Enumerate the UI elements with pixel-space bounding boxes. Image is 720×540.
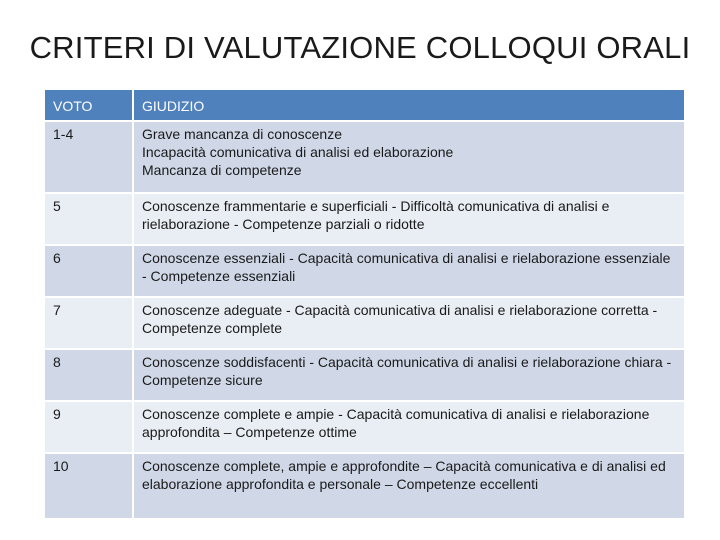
judgement-cell: Conoscenze complete e ampie - Capacità comunicativa di analisi e rielaborazione approfondita – Competenze ottime — [133, 401, 685, 453]
judgement-cell: Conoscenze adeguate - Capacità comunicativa di analisi e rielaborazione corretta - Competenze complete — [133, 297, 685, 349]
judgement-cell: Conoscenze soddisfacenti - Capacità comunicativa di analisi e rielaborazione chiara - Competenze sicure — [133, 349, 685, 401]
judgement-line: Mancanza di competenze — [142, 162, 302, 178]
table-header-row — [44, 89, 685, 121]
grade-cell: 6 — [44, 245, 133, 297]
table-row — [44, 349, 685, 401]
judgement-line: Grave mancanza di conoscenze — [142, 126, 342, 142]
page-title: CRITERI DI VALUTAZIONE COLLOQUI ORALI — [29, 30, 691, 65]
table-row — [44, 401, 685, 453]
table-row — [44, 453, 685, 519]
column-header-giudizio: GIUDIZIO — [133, 89, 685, 121]
grade-cell: 1-4 — [44, 121, 133, 193]
grading-criteria-table — [43, 88, 686, 520]
judgement-cell: Conoscenze essenziali - Capacità comunicativa di analisi e rielaborazione essenziale - Competenze essenziali — [133, 245, 685, 297]
table-row — [44, 297, 685, 349]
grade-cell: 10 — [44, 453, 133, 519]
table-row — [44, 193, 685, 245]
judgement-cell: Conoscenze frammentarie e superficiali - Difficoltà comunicativa di analisi e rielaborazione - Competenze parziali o ridotte — [133, 193, 685, 245]
judgement-cell — [133, 121, 685, 193]
table-row — [44, 245, 685, 297]
column-header-voto: VOTO — [44, 89, 133, 121]
table-row — [44, 121, 685, 193]
judgement-cell: Conoscenze complete, ampie e approfondite – Capacità comunicativa e di analisi ed elaborazione approfondita e personale – Competenze eccellenti — [133, 453, 685, 519]
grade-cell: 8 — [44, 349, 133, 401]
grade-cell: 7 — [44, 297, 133, 349]
grade-cell: 5 — [44, 193, 133, 245]
grade-cell: 9 — [44, 401, 133, 453]
judgement-line: Incapacità comunicativa di analisi ed elaborazione — [142, 144, 454, 160]
